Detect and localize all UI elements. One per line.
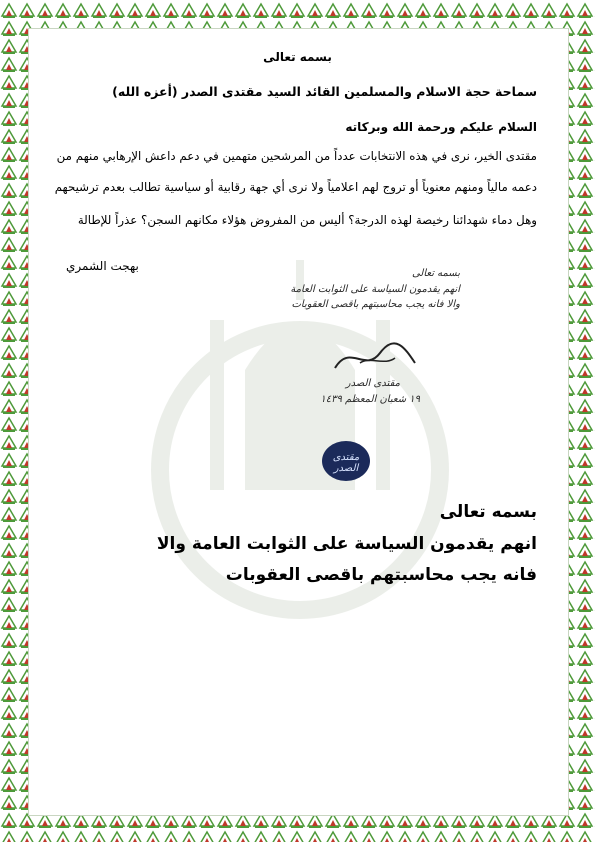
handwritten-line: انهم يقدمون السياسة على الثوابت العامة: [290, 284, 460, 295]
handwritten-line: ١٩ شعبان المعظم ١٤٣٩: [320, 394, 420, 405]
letter-addressee: سماحة حجة الاسلام والمسلمين القائد السيد مقتدى الصدر (أعزه الله): [112, 84, 537, 99]
reply-line: فانه يجب محاسبتهم باقصى العقوبات: [225, 565, 537, 585]
handwritten-reply: [280, 268, 460, 428]
letter-greeting: السلام عليكم ورحمة الله وبركاته: [345, 120, 537, 134]
letter-signer: بهجت الشمري: [66, 259, 139, 273]
handwritten-line: والا فانه يجب محاسبتهم باقصى العقوبات: [291, 299, 460, 310]
letter-basmala: بسمه تعالى: [263, 50, 332, 64]
letter-body-line: مقتدى الخير، نرى في هذه الانتخابات عدداً من المرشحين متهمين في دعم داعش الإرهابي منهم من: [56, 149, 537, 163]
official-seal: [322, 441, 370, 481]
handwritten-line: مقتدى الصدر: [345, 378, 400, 389]
reply-line: انهم يقدمون السياسة على الثوابت العامة والا: [156, 534, 537, 554]
handwritten-line: بسمه تعالى: [411, 268, 460, 279]
seal-text: مقتدى الصدر: [332, 452, 360, 474]
signature-icon: [330, 338, 420, 378]
letter-body-line: وهل دماء شهدائنا رخيصة لهذه الدرجة؟ أليس من المفروض هؤلاء مكانهم السجن؟ عذراً للإطالة: [77, 213, 537, 227]
letter-body-line: دعمه مالياً ومنهم معنوياً أو تروج لهم اعلامياً ولا نرى أي جهة رقابية أو سياسية تطالب بعدم ترشيحهم: [54, 180, 537, 194]
reply-line: بسمه تعالى: [439, 502, 537, 522]
